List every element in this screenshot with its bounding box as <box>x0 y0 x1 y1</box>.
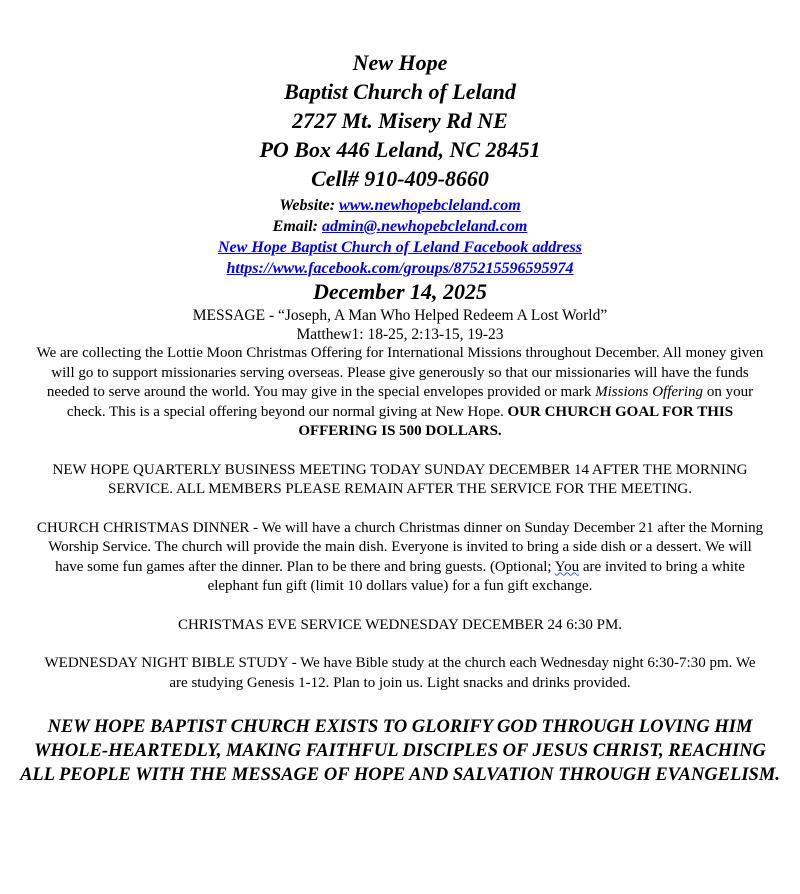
street-address: 2727 Mt. Misery Rd NE <box>292 108 508 133</box>
email-line <box>0 216 800 237</box>
lottie-moon-announcement <box>35 344 765 442</box>
bible-study-announcement: WEDNESDAY NIGHT BIBLE STUDY - We have Bible study at the church each Wednesday night 6:30-7:30 pm. We are studying Genesis 1-12. Plan to join us. Light snacks and drinks provided. <box>44 655 756 691</box>
facebook-url-link[interactable]: https://www.facebook.com/groups/875215596595974 <box>226 260 574 277</box>
christmas-dinner-text-1: CHURCH CHRISTMAS DINNER - We will have a church Christmas dinner on Sunday December 21 after the Morning Worship Service. The church will provide the main dish. Everyone is invited to bring a side dish or a dessert. We will have some fun games after the dinner. Plan to be there and bring guests. (Optional; <box>36 519 764 575</box>
offering-goal-text: OUR CHURCH GOAL FOR THIS OFFERING IS 500 DOLLARS. <box>298 403 734 439</box>
website-label: Website: <box>279 197 340 214</box>
christmas-dinner-announcement <box>35 519 765 597</box>
lottie-moon-text-2: on your check. This is a special offering beyond our normal giving at New Hope. <box>66 384 754 420</box>
scripture-reference: Matthew1: 18-25, 2:13-15, 19-23 <box>296 326 504 343</box>
christmas-dinner-text-2: are invited to bring a white elephant fun gift (limit 10 dollars value) for a fun gift exchange. <box>207 558 745 594</box>
service-info <box>0 279 800 344</box>
cell-phone: Cell# 910-409-8660 <box>311 166 489 191</box>
facebook-label-link[interactable]: New Hope Baptist Church of Leland Facebook address <box>217 239 582 256</box>
church-header <box>0 48 800 193</box>
facebook-url-line <box>0 258 800 279</box>
bulletin-date: December 14, 2025 <box>312 279 488 304</box>
email-label: Email: <box>272 218 323 235</box>
business-meeting-announcement: NEW HOPE QUARTERLY BUSINESS MEETING TODAY SUNDAY DECEMBER 14 AFTER THE MORNING SERVICE. ALL MEMBERS PLEASE REMAIN AFTER THE SERVICE FOR THE MEETING. <box>52 461 748 497</box>
facebook-line <box>0 237 800 258</box>
spacer <box>0 597 800 616</box>
email-link[interactable]: admin@.newhopebcleland.com <box>322 218 528 235</box>
christmas-dinner-you-text: You <box>554 558 580 575</box>
spacer <box>0 442 800 461</box>
spacer <box>0 500 800 519</box>
church-name-line1: New Hope <box>352 50 448 75</box>
lottie-moon-text-1: We are collecting the Lottie Moon Christmas Offering for International Missions throughout December. All money given will go to support missionaries serving overseas. Please give generously so that our missionaries will have the funds needed to serve around the world. You may give in the special envelopes provided or mark <box>36 345 764 400</box>
spacer <box>0 635 800 654</box>
missions-offering-text: Missions Offering <box>595 384 704 400</box>
church-name-line2: Baptist Church of Leland <box>284 79 516 104</box>
message-title: MESSAGE - “Joseph, A Man Who Helped Redeem A Lost World” <box>192 307 608 324</box>
contact-block <box>0 195 800 279</box>
mission-statement: NEW HOPE BAPTIST CHURCH EXISTS TO GLORIFY GOD THROUGH LOVING HIM WHOLE-HEARTEDLY, MAKING FAITHFUL DISCIPLES OF JESUS CHRIST, REACHING ALL PEOPLE WITH THE MESSAGE OF HOPE AND SALVATION THROUGH EVANGELISM. <box>20 717 780 785</box>
website-link[interactable]: www.newhopebcleland.com <box>339 197 521 214</box>
christmas-eve-announcement: CHRISTMAS EVE SERVICE WEDNESDAY DECEMBER 24 6:30 PM. <box>177 616 623 633</box>
website-line <box>0 195 800 216</box>
po-box-address: PO Box 446 Leland, NC 28451 <box>259 137 541 162</box>
